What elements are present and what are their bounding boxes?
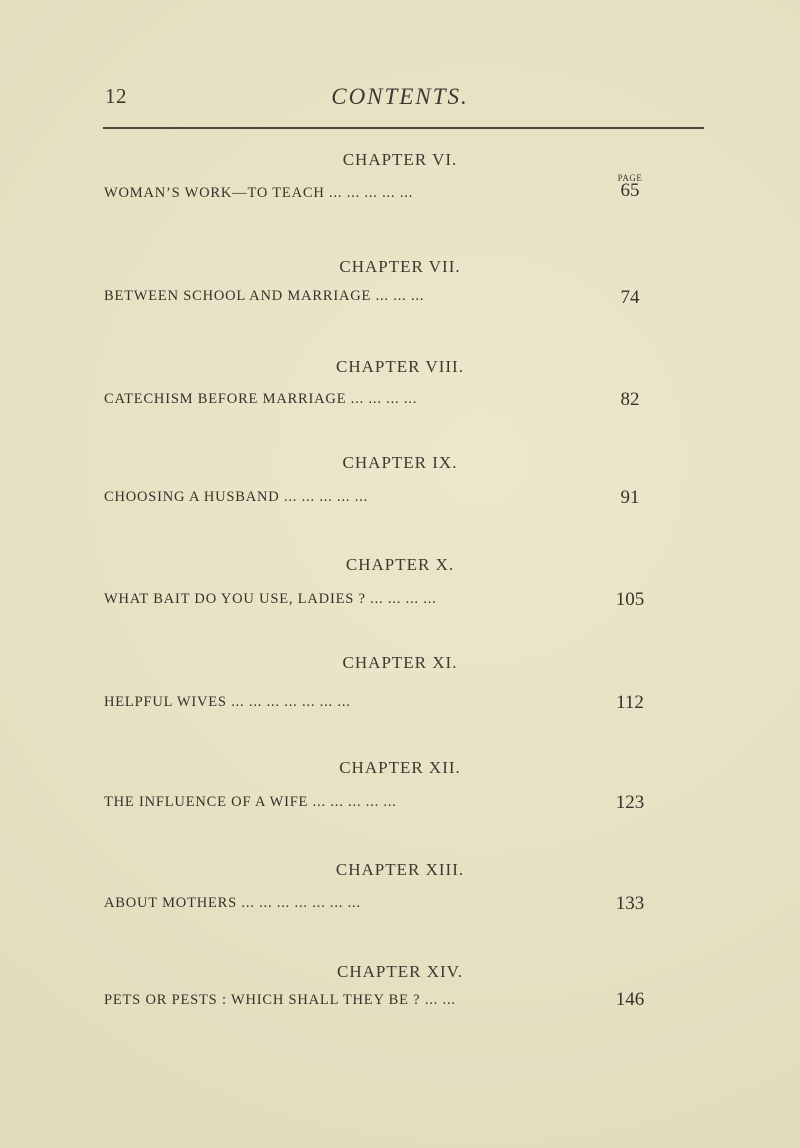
chapter-page-number: 105 [615, 589, 645, 610]
page-title: CONTENTS. [331, 84, 469, 109]
chapter-title: WHAT BAIT DO YOU USE, LADIES ? ... ... ... ... [104, 591, 437, 607]
chapter-page-number: 133 [615, 893, 645, 914]
chapter-title: THE INFLUENCE OF A WIFE ... ... ... ... ... [104, 794, 397, 810]
chapter-title: CHOOSING A HUSBAND ... ... ... ... ... [104, 489, 369, 505]
chapter-heading: CHAPTER XII. [339, 758, 461, 777]
chapter-page-number: 65 [620, 180, 640, 201]
page-number: 12 [105, 84, 127, 108]
page-column-label: PAGE [617, 173, 643, 183]
chapter-heading: CHAPTER XIV. [337, 962, 463, 981]
chapter-page-number: 82 [620, 389, 640, 410]
chapter-heading: CHAPTER IX. [342, 453, 458, 472]
chapter-heading: CHAPTER VII. [339, 257, 461, 276]
chapter-page-number: 146 [615, 989, 645, 1010]
chapter-title: CATECHISM BEFORE MARRIAGE ... ... ... ... [104, 391, 418, 407]
chapter-page-number: 112 [616, 692, 644, 713]
chapter-page-number: 123 [615, 792, 645, 813]
chapter-heading: CHAPTER XI. [342, 653, 458, 672]
header-rule [103, 127, 704, 129]
chapter-page-number: 91 [620, 487, 640, 508]
chapter-title: ABOUT MOTHERS ... ... ... ... ... ... ... [104, 895, 361, 911]
chapter-heading: CHAPTER XIII. [335, 860, 465, 879]
chapter-heading: CHAPTER X. [345, 555, 455, 574]
chapter-title: PETS OR PESTS : WHICH SHALL THEY BE ? ... ... [104, 992, 456, 1008]
chapter-heading: CHAPTER VI. [342, 150, 458, 169]
chapter-heading: CHAPTER VIII. [336, 357, 464, 376]
chapter-title: WOMAN’S WORK—TO TEACH ... ... ... ... ... [104, 185, 414, 201]
chapter-title: BETWEEN SCHOOL AND MARRIAGE ... ... ... [104, 288, 425, 304]
chapter-page-number: 74 [620, 287, 640, 308]
chapter-title: HELPFUL WIVES ... ... ... ... ... ... ... [104, 694, 351, 710]
